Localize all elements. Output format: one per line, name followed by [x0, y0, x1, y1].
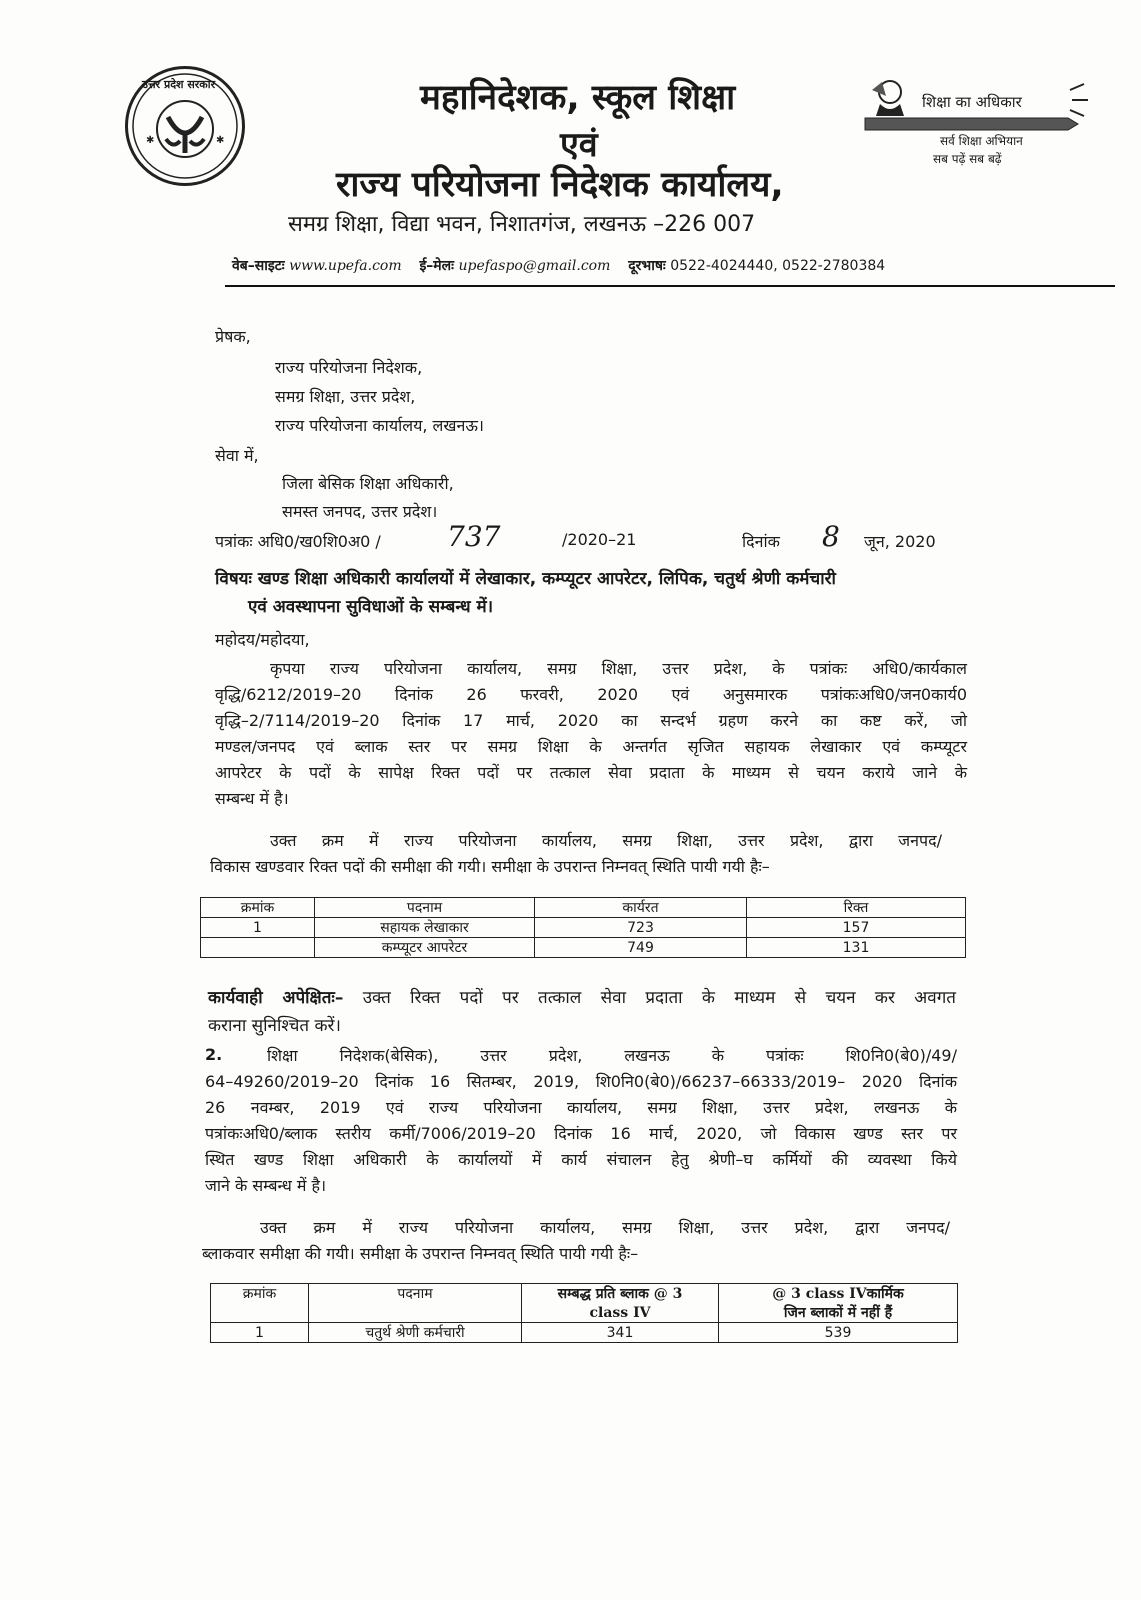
- ref-number: 737: [447, 520, 501, 553]
- para3-line: 64–49260/2019–20 दिनांक 16 सितम्बर, 2019, शि0नि0(बे0)/66237–66333/2019– 2020 दिनांक: [205, 1072, 957, 1091]
- table-header-cell: रिक्त: [747, 898, 966, 918]
- table-header-cell: class IV: [522, 1303, 719, 1323]
- para3-line: 26 नवम्बर, 2019 एवं राज्य परियोजना कार्यालय, समग्र शिक्षा, उत्तर प्रदेश, लखनऊ के: [205, 1098, 957, 1117]
- action-label: कार्यवाही अपेक्षितः–: [208, 988, 344, 1008]
- table-cell: 723: [535, 918, 747, 938]
- action-required: [208, 984, 956, 1040]
- table-header-cell: कार्यरत: [535, 898, 747, 918]
- paragraph-3: [205, 1043, 957, 1199]
- action-line2: कराना सुनिश्चित करें।: [208, 1016, 341, 1036]
- phone-numbers: 0522-4024440, 0522-2780384: [670, 258, 886, 274]
- para1-line: सम्बन्ध में है।: [215, 789, 289, 808]
- table-header-cell: @ 3 class IVकार्मिक: [719, 1284, 958, 1304]
- email-link[interactable]: upefaspo@gmail.com: [458, 258, 611, 274]
- ssa-logo-tagline1: सर्व शिक्षा अभियान: [940, 134, 1023, 148]
- para3-line: शिक्षा निदेशक(बेसिक), उत्तर प्रदेश, लखनऊ के पत्रांकः शि0नि0(बे0)/49/: [267, 1046, 957, 1065]
- vacancy-table: [200, 897, 966, 958]
- table-header-cell: सम्बद्ध प्रति ब्लाक @ 3: [522, 1284, 719, 1304]
- office-title-line2: एवं: [560, 125, 598, 165]
- table-cell: 341: [522, 1323, 719, 1343]
- table-cell: 1: [211, 1323, 309, 1343]
- phone-label: दूरभाषः: [628, 258, 666, 274]
- paragraph-2: [210, 828, 942, 880]
- table-cell: 539: [719, 1323, 958, 1343]
- email-label: ई–मेलः: [419, 258, 455, 274]
- table-row: [211, 1323, 958, 1343]
- table-header-row: [201, 898, 966, 918]
- ref-label: पत्रांकः अधि0/ख0शि0अ0 /: [215, 532, 381, 551]
- website-link[interactable]: www.upefa.com: [289, 258, 402, 274]
- action-line1: कार्यवाही अपेक्षितः– उक्त रिक्त पदों पर तत्काल सेवा प्रदाता के माध्यम से चयन कर अवगत: [208, 988, 956, 1008]
- table-cell: 157: [747, 918, 966, 938]
- para1-line: वृद्धि–2/7114/2019–20 दिनांक 17 मार्च, 2020 का सन्दर्भ ग्रहण करने का कष्ट करें, जो: [215, 711, 967, 730]
- salutation: महोदय/महोदया,: [215, 630, 310, 649]
- recipient-label: सेवा में,: [215, 446, 259, 465]
- svg-text:✱: ✱: [146, 135, 155, 146]
- table-header-cell: क्रमांक: [201, 898, 315, 918]
- contact-line: [232, 256, 885, 275]
- table-header-cell: [309, 1303, 522, 1323]
- sender-line1: राज्य परियोजना निदेशक,: [275, 358, 423, 377]
- subject-line2: एवं अवस्थापना सुविधाओं के सम्बन्ध में।: [248, 597, 494, 617]
- paragraph-1: [215, 656, 967, 812]
- para4-line: उक्त क्रम में राज्य परियोजना कार्यालय, समग्र शिक्षा, उत्तर प्रदेश, द्वारा जनपद/: [260, 1218, 950, 1237]
- date-month-year: जून, 2020: [864, 532, 936, 551]
- table-header-row: [211, 1303, 958, 1323]
- para3-line: स्थित खण्ड शिक्षा अधिकारी के कार्यालयों में कार्य संचालन हेतु श्रेणी–घ कर्मियों की व्यवस्था किये: [205, 1150, 957, 1169]
- seal-text: उत्तर प्रदेश सरकार: [142, 78, 216, 91]
- table-header-cell: पदनाम: [315, 898, 535, 918]
- up-government-seal: [125, 66, 245, 186]
- date-day: 8: [822, 520, 840, 553]
- office-address: समग्र शिक्षा, विद्या भवन, निशातगंज, लखनऊ –226 007: [288, 212, 756, 237]
- table-header-cell: [211, 1303, 309, 1323]
- table-cell: 131: [747, 938, 966, 958]
- recipient-line2: समस्त जनपद, उत्तर प्रदेश।: [282, 502, 438, 521]
- table-header-cell: जिन ब्लाकों में नहीं हैं: [719, 1303, 958, 1323]
- para3-number: 2.: [205, 1045, 223, 1064]
- ref-year: /2020–21: [562, 530, 637, 549]
- table-cell: सहायक लेखाकार: [315, 918, 535, 938]
- table-cell: [201, 938, 315, 958]
- ssa-logo-title: शिक्षा का अधिकार: [922, 93, 1022, 111]
- para1-line: कृपया राज्य परियोजना कार्यालय, समग्र शिक्षा, उत्तर प्रदेश, के पत्रांकः अधि0/कार्यकाल: [270, 659, 967, 678]
- table-cell: 749: [535, 938, 747, 958]
- recipient-line1: जिला बेसिक शिक्षा अधिकारी,: [282, 474, 454, 493]
- table-header-cell: पदनाम: [309, 1284, 522, 1304]
- table-row: [201, 938, 966, 958]
- para2-line: उक्त क्रम में राज्य परियोजना कार्यालय, समग्र शिक्षा, उत्तर प्रदेश, द्वारा जनपद/: [270, 831, 942, 850]
- table-cell: चतुर्थ श्रेणी कर्मचारी: [309, 1323, 522, 1343]
- para1-line: वृद्धि/6212/2019–20 दिनांक 26 फरवरी, 2020 एवं अनुसमारक पत्रांकःअधि0/जन0कार्य0: [215, 685, 967, 704]
- table-header-row: [211, 1284, 958, 1304]
- sender-line2: समग्र शिक्षा, उत्तर प्रदेश,: [275, 387, 416, 406]
- para2-line: विकास खण्डवार रिक्त पदों की समीक्षा की गयी। समीक्षा के उपरान्त निम्नवत् स्थिति पायी गयी हैः–: [210, 857, 770, 876]
- para1-line: आपरेटर के पदों के सापेक्ष रिक्त पदों पर तत्काल सेवा प्रदाता के माध्यम से चयन कराये जाने के: [215, 763, 967, 782]
- para3-line: जाने के सम्बन्ध में है।: [205, 1176, 327, 1195]
- svg-text:✱: ✱: [216, 135, 225, 146]
- table-row: [201, 918, 966, 938]
- office-title-line1: महानिदेशक, स्कूल शिक्षा: [420, 78, 736, 118]
- subject-line1: विषयः खण्ड शिक्षा अधिकारी कार्यालयों में लेखाकार, कम्प्यूटर आपरेटर, लिपिक, चतुर्थ श्रेणी कर्मचारी: [215, 569, 836, 589]
- class-iv-table: [210, 1283, 958, 1343]
- sender-label: प्रेषक,: [215, 327, 251, 346]
- sender-line3: राज्य परियोजना कार्यालय, लखनऊ।: [275, 416, 484, 435]
- table-cell: कम्प्यूटर आपरेटर: [315, 938, 535, 958]
- para3-line: पत्रांकःअधि0/ब्लाक स्तरीय कर्मी/7006/2019–20 दिनांक 16 मार्च, 2020, जो विकास खण्ड स्तर पर: [205, 1124, 957, 1143]
- date-label: दिनांक: [742, 532, 780, 551]
- header-divider: [225, 285, 1115, 287]
- paragraph-4: [202, 1215, 950, 1267]
- office-title-line3: राज्य परियोजना निदेशक कार्यालय,: [336, 165, 784, 205]
- para4-line: ब्लाकवार समीक्षा की गयी। समीक्षा के उपरान्त निम्नवत् स्थिति पायी गयी हैः–: [202, 1244, 639, 1263]
- para1-line: मण्डल/जनपद एवं ब्लाक स्तर पर समग्र शिक्षा के अन्तर्गत सृजित सहायक लेखाकार एवं कम्प्यूटर: [215, 737, 967, 756]
- table-cell: 1: [201, 918, 315, 938]
- website-label: वेब–साइटः: [232, 258, 285, 274]
- table-header-cell: क्रमांक: [211, 1284, 309, 1304]
- ssa-logo-tagline2: सब पढ़ें सब बढ़ें: [933, 152, 1002, 166]
